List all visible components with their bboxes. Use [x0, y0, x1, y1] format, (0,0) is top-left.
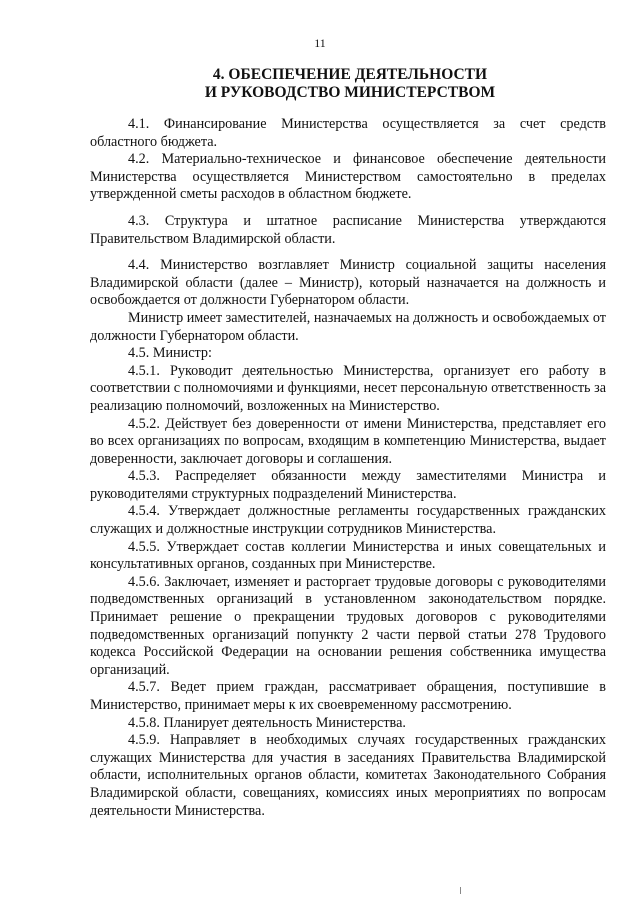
section-body: [90, 116, 606, 820]
paragraph-4-4: 4.4. Министерство возглавляет Министр социальной защиты населения Владимирской области (далее – Министр), который назначается на должность и освобождается от должности Губернатором области.: [90, 257, 606, 309]
paragraph-4-5-8: 4.5.8. Планирует деятельность Министерства.: [128, 714, 406, 731]
paragraph-4-5-3: 4.5.3. Распределяет обязанности между заместителями Министра и руководителями структурных подразделений Министерства.: [90, 468, 606, 502]
paragraph-4-5-9: 4.5.9. Направляет в необходимых случаях государственных гражданских служащих Министерства для участия в заседаниях Правительства Владимирской области, исполнительных органов области, комитетах Законодательного Собрания Владимирской области, совещаниях, комиссиях иных мероприятиях по вопросам деятельности Министерства.: [90, 732, 606, 819]
paragraph-4-5-5: 4.5.5. Утверждает состав коллегии Министерства и иных совещательных и консультативных органов, созданных при Министерстве.: [90, 538, 606, 573]
paragraph-4-1: 4.1. Финансирование Министерства осуществляется за счет средств областного бюджета.: [90, 116, 606, 150]
paragraph-4-5: 4.5. Министр:: [128, 345, 212, 362]
paragraph-4-3: 4.3. Структура и штатное расписание Министерства утверждаются Правительством Владимирской области.: [90, 212, 606, 247]
section-heading-line-1: 4. ОБЕСПЕЧЕНИЕ ДЕЯТЕЛЬНОСТИ: [212, 66, 488, 83]
section-heading-line-2: И РУКОВОДСТВО МИНИСТЕРСТВОМ: [204, 84, 496, 101]
paragraph-4-5-4: 4.5.4. Утверждает должностные регламенты государственных гражданских служащих и должностные инструкции сотрудников Министерства.: [90, 503, 606, 538]
paragraph-4-2: 4.2. Материально-техническое и финансовое обеспечение деятельности Министерства осуществляется Министерством самостоятельно в пределах утвержденной сметы расходов в областном бюджете.: [90, 151, 606, 203]
paragraph-4-5-2: 4.5.2. Действует без доверенности от имени Министерства, представляет его во всех организациях по вопросам, входящим в компетенцию Министерства, выдает доверенности, заключает договоры и соглашения.: [90, 415, 606, 467]
scan-mark: [460, 887, 461, 894]
paragraph-4-5-6: 4.5.6. Заключает, изменяет и расторгает трудовые договоры с руководителями подведомственных организаций в установленном законодательством порядке. Принимает решение о прекращении трудовых договоров с руководителями подведомственных организаций попункту 2 части первой статьи 278 Трудового кодекса Российской Федерации на основании решения собственника имущества организаций.: [90, 573, 606, 678]
paragraph-4-5-7: 4.5.7. Ведет прием граждан, рассматривает обращения, поступившие в Министерство, принимает меры к их своевременному рассмотрению.: [90, 679, 606, 713]
page-number: 11: [314, 36, 326, 50]
paragraph-deputies: Министр имеет заместителей, назначаемых на должность и освобождаемых от должности Губернатором области.: [90, 309, 606, 344]
section-heading: [90, 66, 610, 102]
paragraph-4-5-1: 4.5.1. Руководит деятельностью Министерства, организует его работу в соответствии с полномочиями и функциями, несет персональную ответственность за реализацию полномочий, возложенных на Министерство.: [90, 362, 606, 414]
